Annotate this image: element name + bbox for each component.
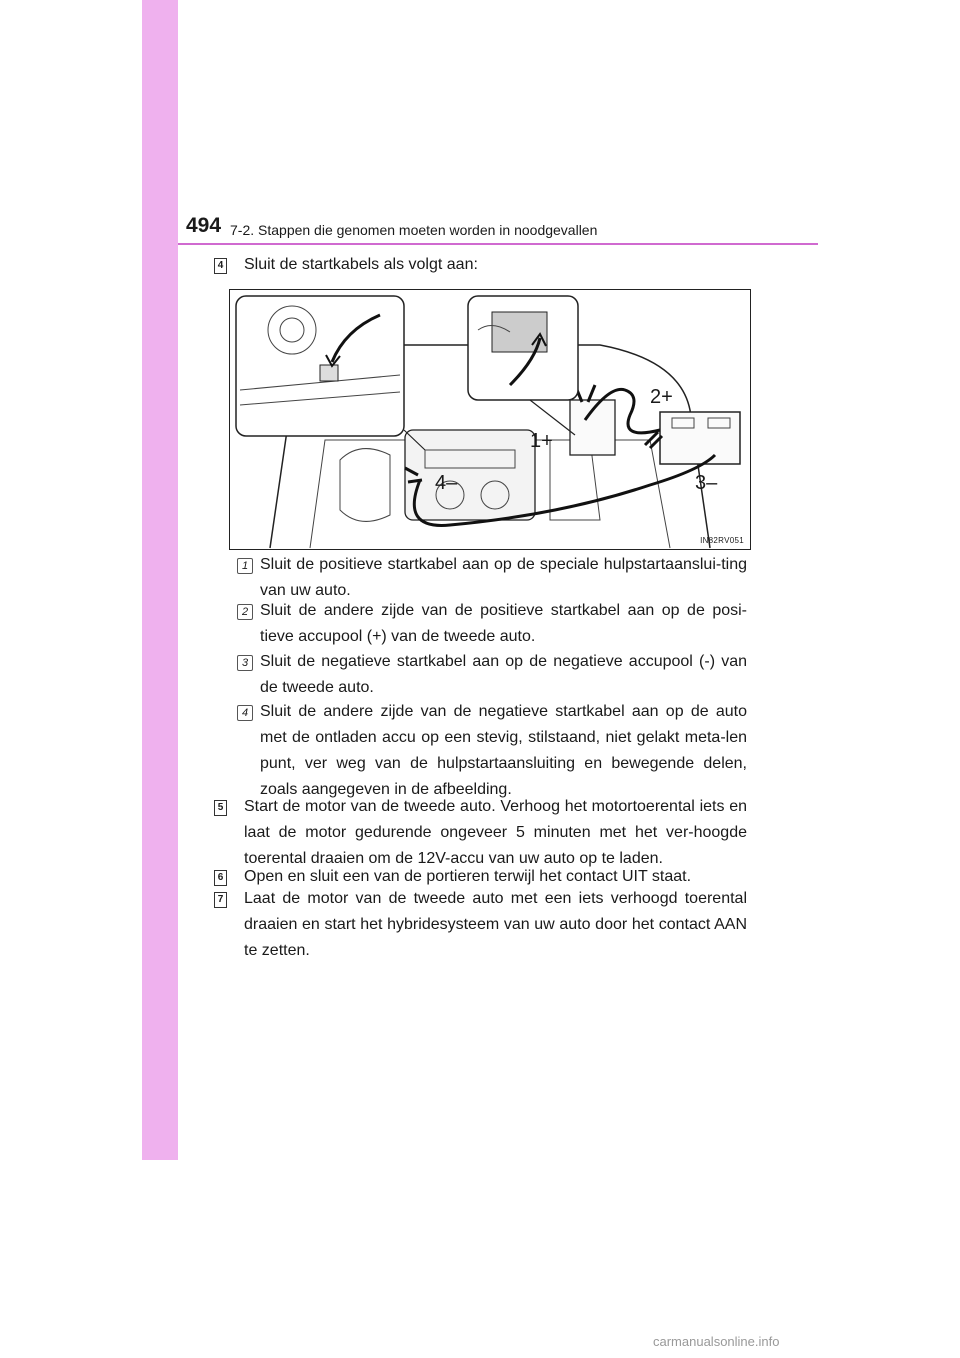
- substep-2-badge: 2: [237, 604, 253, 620]
- page-number: 494: [186, 214, 222, 237]
- substep-3-badge: 3: [237, 655, 253, 671]
- step-4-text: Sluit de startkabels als volgt aan:: [244, 256, 478, 273]
- substep-4-badge: 4: [237, 705, 253, 721]
- figure-code: IN82RV051: [700, 536, 744, 545]
- callout-4-number: 4: [435, 472, 447, 494]
- substep-1-text: Sluit de positieve startkabel aan op de speciale hulpstartaanslui-ting van uw auto.: [260, 556, 747, 599]
- substep-1-badge: 1: [237, 558, 253, 574]
- section-side-tab: [142, 0, 178, 1160]
- step-5-badge: 5: [214, 800, 227, 816]
- substep-2-text: Sluit de andere zijde van de positieve startkabel aan op de posi-tieve accupool (+) van de tweede auto.: [260, 602, 747, 645]
- callout-1-sign: +: [541, 430, 553, 452]
- header-rule: [178, 243, 818, 245]
- callout-2-number: 2: [650, 386, 662, 408]
- callout-1-number: 1: [530, 430, 542, 452]
- callout-2-sign: +: [661, 386, 673, 408]
- section-title: 7-2. Stappen die genomen moeten worden in noodgevallen: [230, 222, 598, 238]
- callout-3-sign: –: [706, 472, 718, 494]
- callout-4-sign: –: [446, 472, 458, 494]
- step-4-badge: 4: [214, 258, 227, 274]
- callout-2: [650, 386, 673, 409]
- callout-3: [695, 472, 717, 495]
- substep-4-text: Sluit de andere zijde van de negatieve startkabel aan op de auto met de ontladen accu op een stevig, stilstaand, niet gelakt meta-len punt, ver weg van de hulpstartaansluiting en bewegende delen, zoals aangegeven in de afbeelding.: [260, 703, 747, 798]
- step-7-text: Laat de motor van de tweede auto met een iets verhoogd toerental draaien en start het hybridesysteem van uw auto door het contact AAN te zetten.: [244, 890, 747, 959]
- jump-start-illustration: [229, 289, 751, 550]
- callout-3-number: 3: [695, 472, 707, 494]
- callout-1: [530, 430, 553, 453]
- callout-4: [435, 472, 457, 495]
- step-5-text: Start de motor van de tweede auto. Verhoog het motortoerental iets en laat de motor gedurende ongeveer 5 minuten met het ver-hoogde toerental draaien om de 12V-accu van uw auto op te laden.: [244, 798, 747, 867]
- engine-bay-drawing: [230, 290, 750, 549]
- step-7-badge: 7: [214, 892, 227, 908]
- watermark: carmanualsonline.info: [653, 1334, 780, 1349]
- step-6-badge: 6: [214, 870, 227, 886]
- step-6-text: Open en sluit een van de portieren terwijl het contact UIT staat.: [244, 868, 692, 885]
- substep-3-text: Sluit de negatieve startkabel aan op de negatieve accupool (-) van de tweede auto.: [260, 653, 747, 696]
